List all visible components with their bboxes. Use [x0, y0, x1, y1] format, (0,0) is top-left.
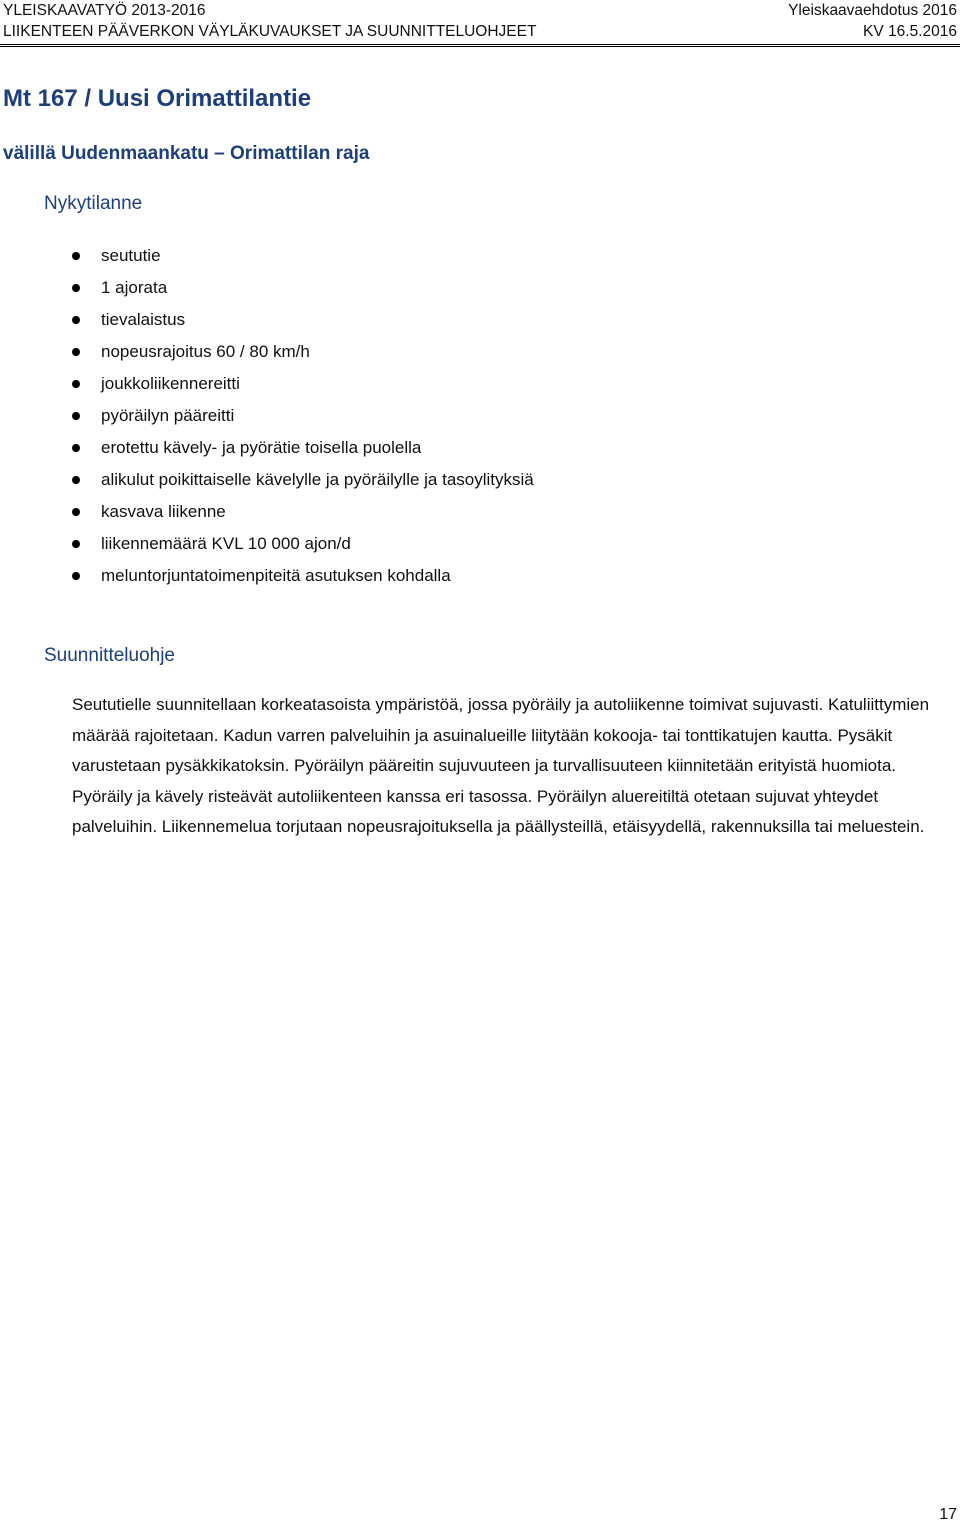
list-item-text: seututie	[101, 246, 161, 265]
list-item-text: kasvava liikenne	[101, 502, 226, 521]
header-date: KV 16.5.2016	[863, 23, 957, 40]
list-item-text: liikennemäärä KVL 10 000 ajon/d	[101, 534, 351, 553]
bullet-icon	[72, 572, 80, 580]
bullet-icon	[72, 316, 80, 324]
list-item	[72, 240, 534, 272]
list-item-text: meluntorjuntatoimenpiteitä asutuksen kohdalla	[101, 566, 451, 585]
list-item	[72, 464, 534, 496]
list-item	[72, 528, 534, 560]
header-plan-status: Yleiskaavaehdotus 2016	[788, 2, 957, 19]
list-item	[72, 432, 534, 464]
bullet-icon	[72, 252, 80, 260]
list-item-text: joukkoliikennereitti	[101, 374, 240, 393]
header-divider	[0, 46, 960, 47]
page-subtitle: välillä Uudenmaankatu – Orimattilan raja	[3, 143, 370, 164]
bullet-icon	[72, 284, 80, 292]
list-item	[72, 272, 534, 304]
list-item-text: 1 ajorata	[101, 278, 168, 297]
planning-guideline-heading: Suunnitteluohje	[44, 645, 175, 666]
list-item-text: pyöräilyn pääreitti	[101, 406, 235, 425]
bullet-icon	[72, 412, 80, 420]
page-title: Mt 167 / Uusi Orimattilantie	[3, 85, 312, 112]
planning-guideline-paragraph: Seututielle suunnitellaan korkeatasoista ympäristöä, jossa pyöräily ja autoliikenne toimivat sujuvasti. Katuliittymien määrää rajoitetaan. Kadun varren palveluihin ja asuinalueille liitytään kokooja- tai tonttikatujen kautta. Pysäkit varustetaan pysäkkikatoksin. Pyöräilyn pääreitin sujuvuuteen ja turvallisuuteen kiinnitetään erityistä huomiota. Pyöräily ja kävely risteävät autoliikenteen kanssa eri tasossa. Pyöräilyn aluereitiltä otetaan sujuvat yhteydet palveluihin. Liikennemelua torjutaan nopeusrajoituksella ja päällysteillä, etäisyydellä, rakennuksilla tai meluestein.	[72, 695, 930, 837]
bullet-icon	[72, 540, 80, 548]
list-item	[72, 400, 534, 432]
list-item	[72, 496, 534, 528]
list-item-text: erotettu kävely- ja pyörätie toisella puolella	[101, 438, 422, 457]
current-situation-heading: Nykytilanne	[44, 193, 143, 214]
list-item-text: nopeusrajoitus 60 / 80 km/h	[101, 342, 310, 361]
list-item	[72, 304, 534, 336]
bullet-icon	[72, 348, 80, 356]
header-document-title: LIIKENTEEN PÄÄVERKON VÄYLÄKUVAUKSET JA SUUNNITTELUOHJEET	[3, 23, 537, 40]
list-item-text: tievalaistus	[101, 310, 186, 329]
bullet-icon	[72, 476, 80, 484]
list-item	[72, 336, 534, 368]
current-situation-list	[72, 240, 534, 592]
list-item-text: alikulut poikittaiselle kävelylle ja pyöräilylle ja tasoylityksiä	[101, 470, 534, 489]
list-item	[72, 368, 534, 400]
bullet-icon	[72, 508, 80, 516]
header-project: YLEISKAAVATYÖ 2013-2016	[3, 2, 206, 19]
page-number: 17	[939, 1506, 957, 1523]
header-divider	[0, 44, 960, 45]
bullet-icon	[72, 380, 80, 388]
bullet-icon	[72, 444, 80, 452]
list-item	[72, 560, 534, 592]
